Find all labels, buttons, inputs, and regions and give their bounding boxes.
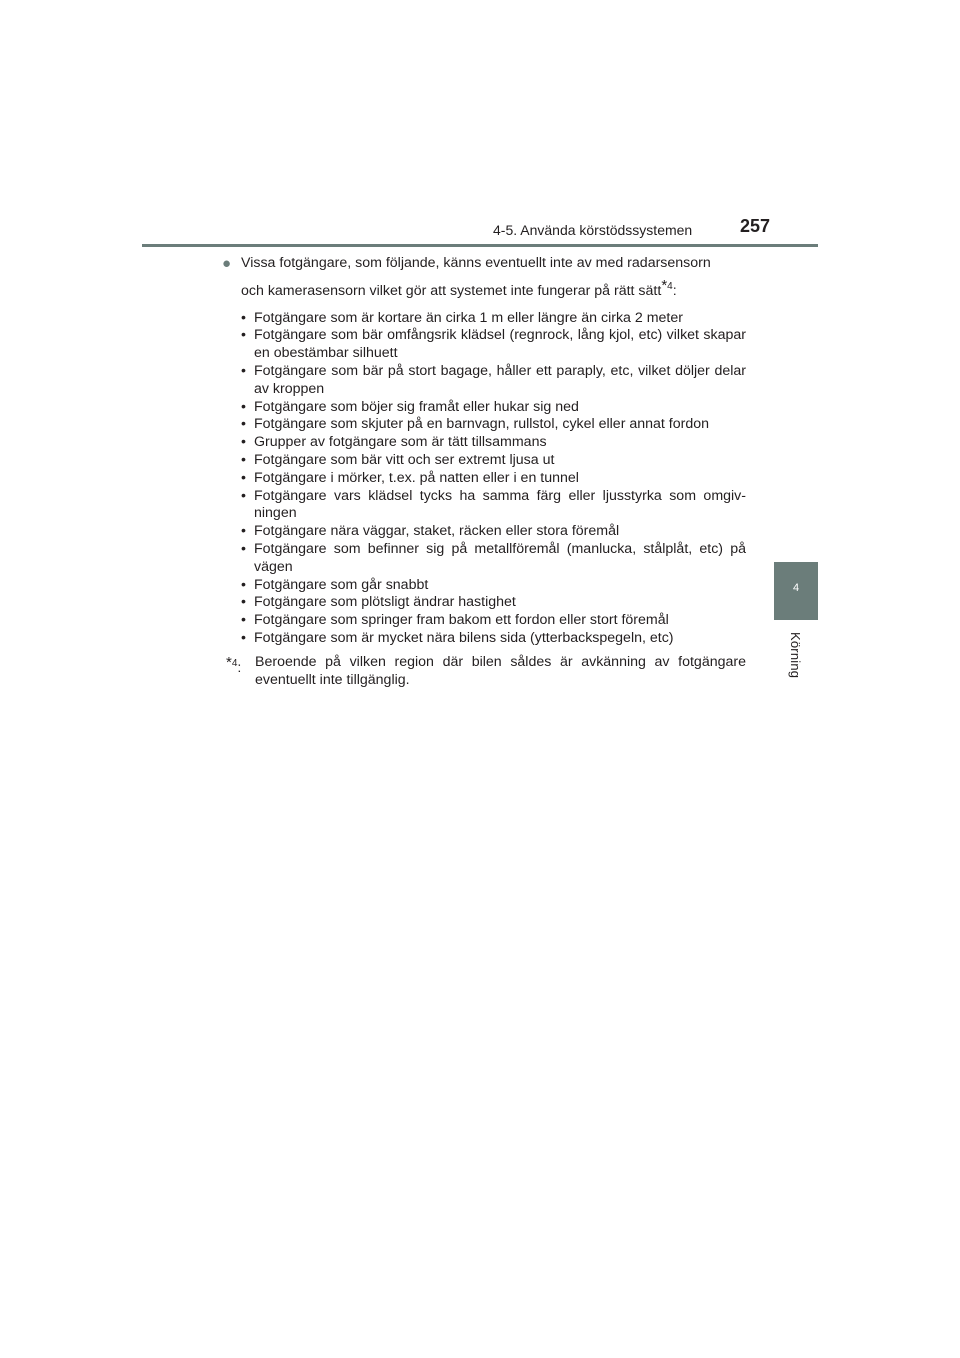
list-item — [222, 310, 746, 328]
intro-colon: : — [672, 282, 677, 299]
section-title: 4-5. Använda körstödssystemen — [493, 222, 693, 238]
bullet-dot-icon: • — [241, 469, 246, 486]
list-item — [222, 541, 746, 577]
list-item-text: Fotgängare som skjuter på en barnvagn, rullstol, cykel eller annat fordon — [254, 416, 710, 433]
list-item — [222, 488, 746, 524]
chapter-tab — [774, 562, 818, 620]
list-item — [222, 399, 746, 417]
list-item — [222, 577, 746, 595]
bullet-dot-icon: • — [241, 612, 246, 629]
list-item — [222, 363, 746, 399]
header-divider — [142, 244, 818, 247]
list-item-text: Fotgängare som bär vitt och ser extremt ljusa ut — [254, 451, 555, 468]
bullet-dot-icon: • — [241, 451, 246, 468]
footnote-marker — [226, 654, 241, 678]
intro-paragraph — [222, 255, 746, 301]
footnote-ref-number: 4 — [667, 280, 673, 292]
list-item-text: Grupper av fotgängare som är tätt tillsammans — [254, 434, 547, 451]
bullet-dot-icon: • — [241, 398, 246, 415]
bullet-dot-icon: • — [241, 629, 246, 646]
list-item — [222, 327, 746, 363]
footnote-text: Beroende på vilken region där bilen såldes är avkänning av fotgängare eventuellt inte tillgänglig. — [255, 653, 746, 688]
list-item-text: Fotgängare nära väggar, staket, räcken eller stora föremål — [254, 523, 620, 540]
list-item-text: Fotgängare som är mycket nära bilens sida (ytterbackspegeln, etc) — [254, 629, 674, 646]
list-item — [222, 452, 746, 470]
footnote — [222, 654, 746, 690]
footnote-colon: : — [237, 659, 242, 676]
chapter-number: 4 — [792, 582, 800, 594]
list-item — [222, 523, 746, 541]
list-item-text: Fotgängare som springer fram bakom ett fordon eller stort föremål — [254, 612, 669, 629]
intro-line-1: Vissa fotgängare, som följande, känns eventuellt inte av med radarsensorn — [241, 255, 711, 271]
page-content — [222, 255, 746, 689]
pedestrian-list — [222, 310, 746, 648]
list-item-text: Fotgängare som bär på stort bagage, håller ett paraply, etc, vilket döljer delar av kroppen — [254, 362, 746, 397]
list-item-text: Fotgängare i mörker, t.ex. på natten eller i en tunnel — [254, 469, 579, 486]
bullet-dot-icon: • — [241, 594, 246, 611]
footnote-star: * — [226, 653, 232, 671]
list-item-text: Fotgängare som befinner sig på metallföremål (manlucka, stålplåt, etc) på vägen — [254, 540, 746, 575]
list-item — [222, 594, 746, 612]
list-item — [222, 470, 746, 488]
footnote-ref-star: * — [661, 276, 668, 294]
bullet-dot-icon: • — [241, 540, 246, 557]
list-item — [222, 416, 746, 434]
list-item — [222, 630, 746, 648]
list-item-text: Fotgängare som bär omfångsrik klädsel (regnrock, lång kjol, etc) vilket skapar en obestämbar silhuett — [254, 327, 746, 362]
bullet-dot-icon: • — [241, 523, 246, 540]
bullet-dot-icon: • — [241, 487, 246, 504]
list-item — [222, 612, 746, 630]
bullet-dot-icon: • — [241, 434, 246, 451]
bullet-dot-icon: • — [241, 576, 246, 593]
intro-line-2-text: och kamerasensorn vilket gör att systemet inte fungerar på rätt sätt — [241, 282, 662, 299]
bullet-dot-icon: • — [241, 327, 246, 344]
list-item-text: Fotgängare som går snabbt — [254, 576, 429, 593]
bullet-dot-icon: • — [241, 362, 246, 379]
intro-line-2 — [241, 277, 746, 301]
list-item-text: Fotgängare vars klädsel tycks ha samma färg eller ljusstyrka som omgiv-ningen — [254, 487, 746, 522]
chapter-label: Körning — [788, 632, 803, 679]
bullet-dot-icon: • — [241, 416, 246, 433]
list-item-text: Fotgängare som böjer sig framåt eller hukar sig ned — [254, 398, 579, 415]
bullet-dot-icon: • — [241, 309, 246, 326]
list-item-text: Fotgängare som är kortare än cirka 1 m eller längre än cirka 2 meter — [254, 309, 683, 326]
circle-bullet-icon: ● — [222, 255, 232, 272]
list-item — [222, 434, 746, 452]
footnote-number: 4 — [231, 657, 238, 669]
list-item-text: Fotgängare som plötsligt ändrar hastighet — [254, 594, 516, 611]
page-number: 257 — [740, 216, 771, 236]
